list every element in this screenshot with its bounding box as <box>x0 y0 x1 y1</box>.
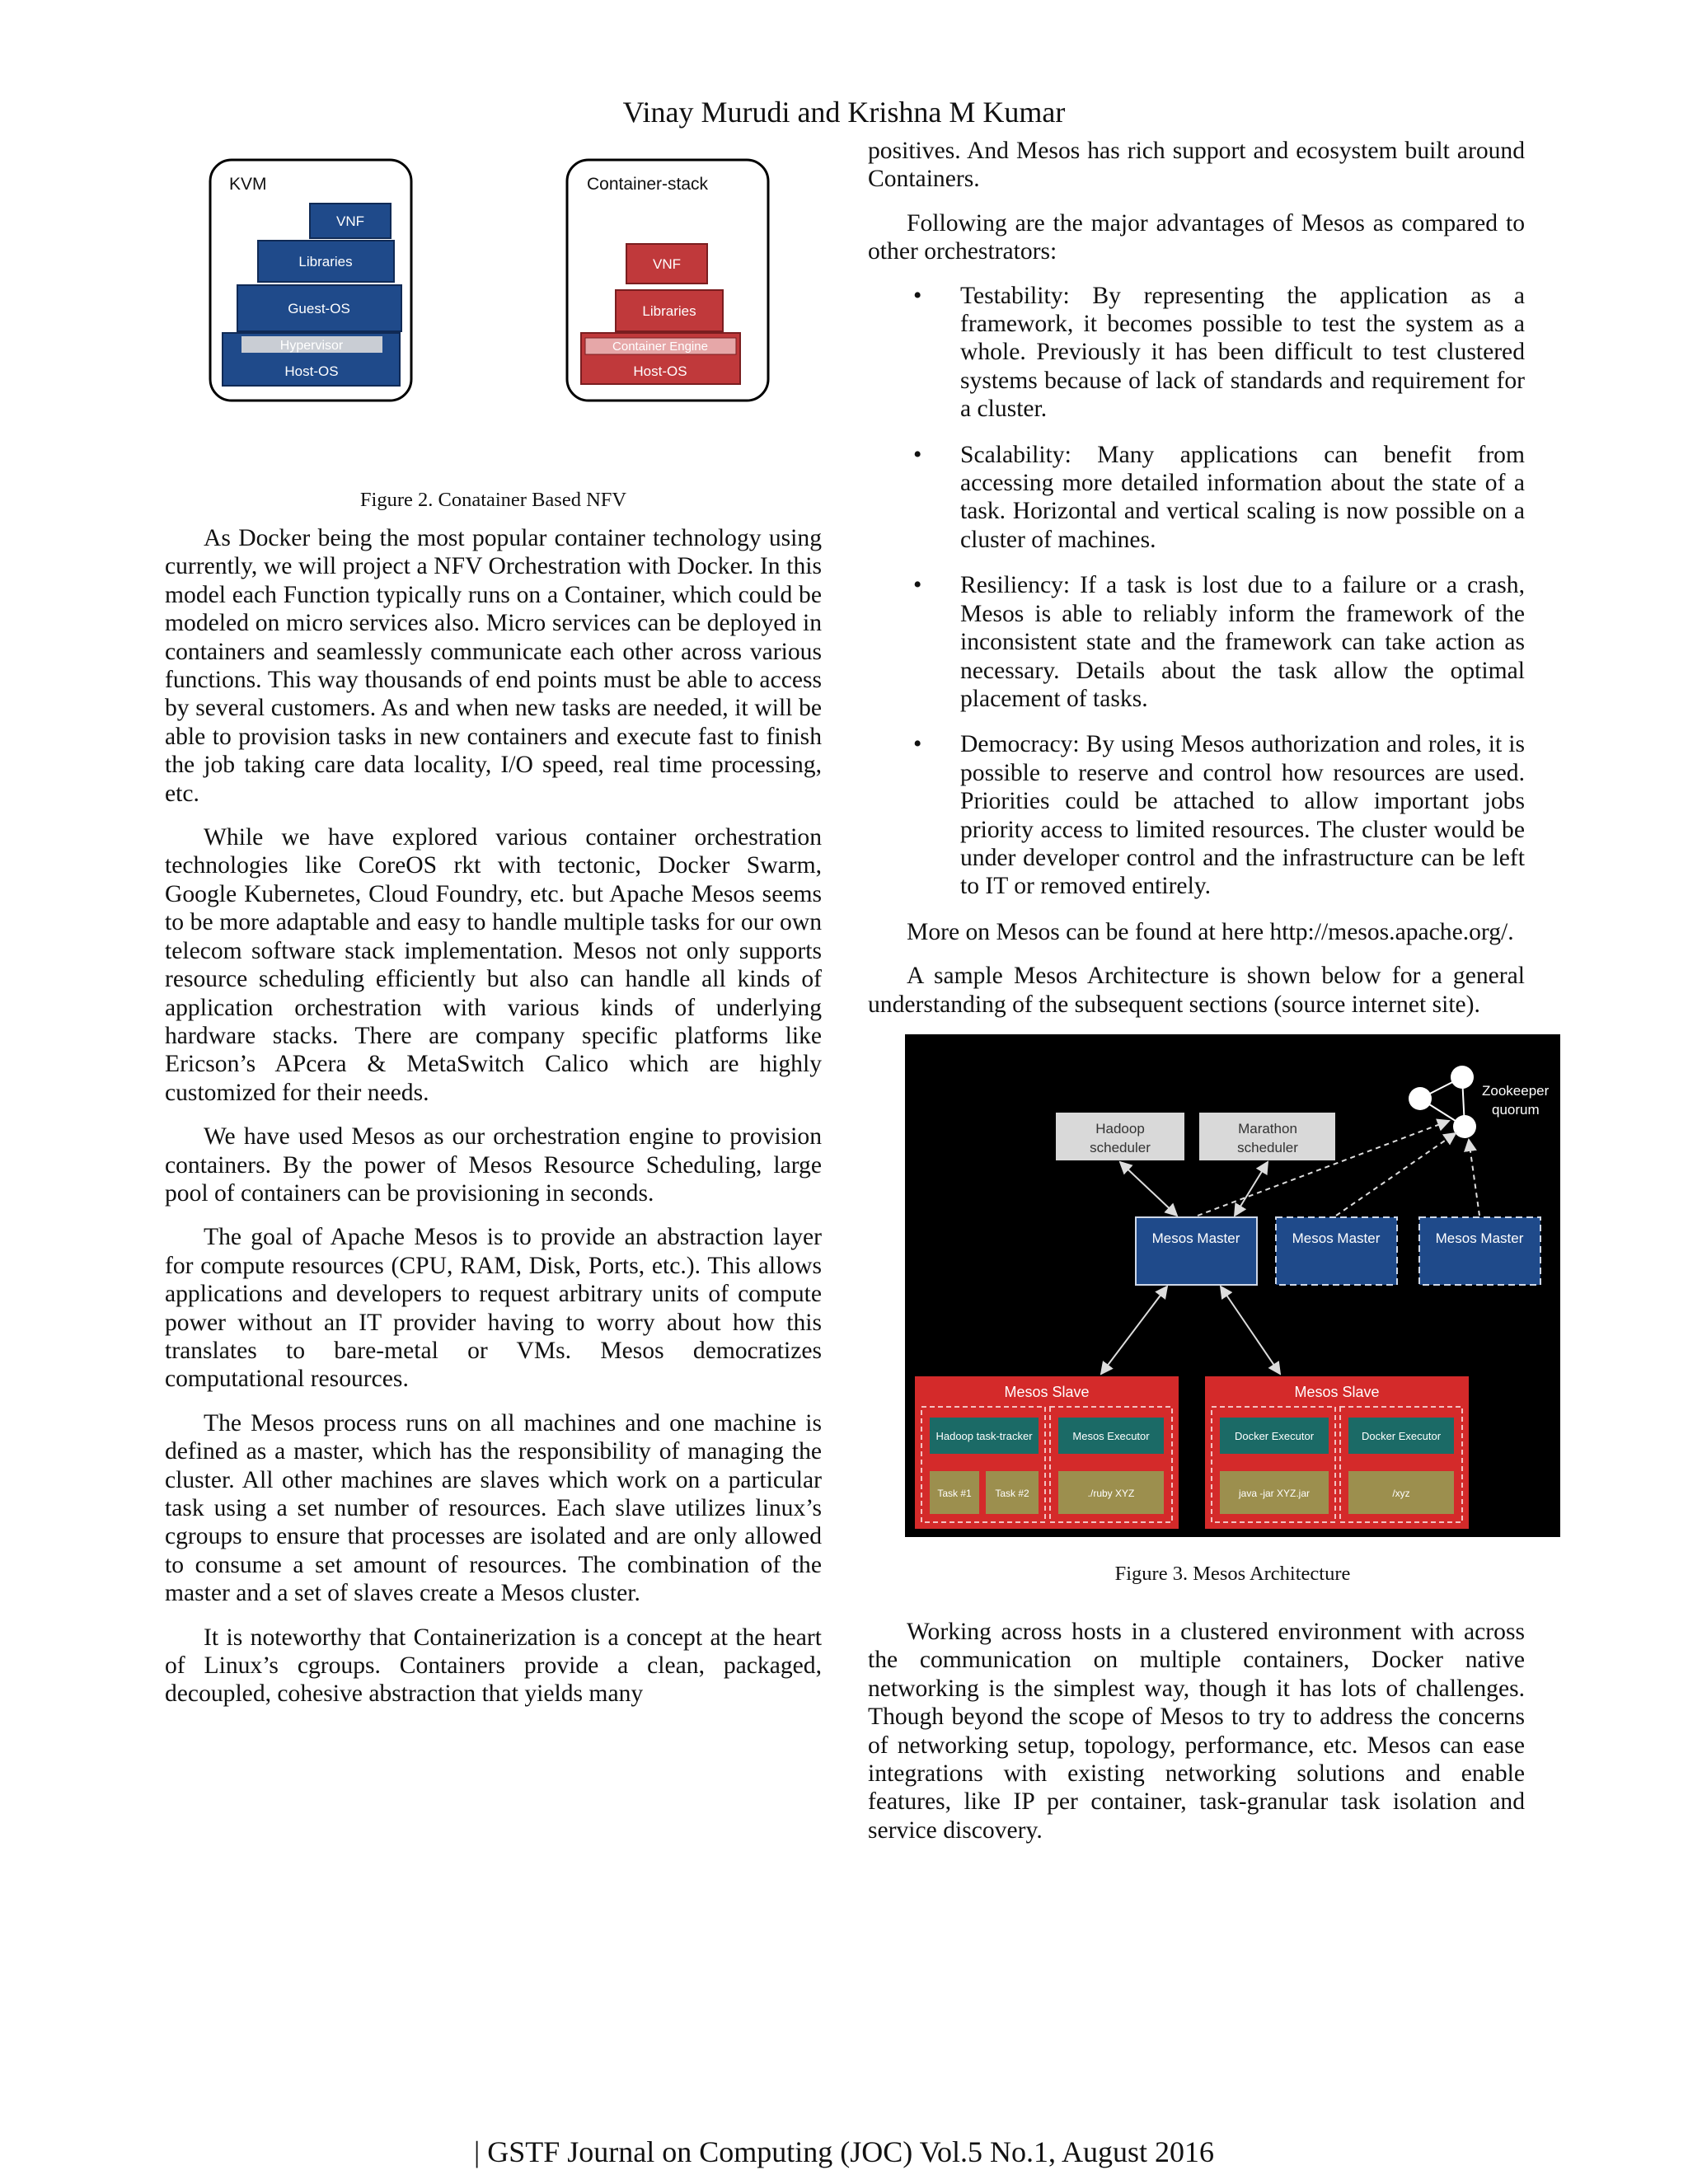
executor-label: Mesos Executor <box>1072 1429 1150 1442</box>
zookeeper-node <box>1409 1087 1432 1110</box>
paragraph: The Mesos process runs on all machines and one machine is defined as a master, which has the responsibility of managing the cluster. All other machines are slaves which work on a particular task using a set number of resources. Each slave utilizes linux’s cgroups to ensure that processes are isolated and are only allowed to consume a set amount of resources. The combination of the master and a set of slaves create a Mesos cluster. <box>165 1409 822 1607</box>
container-layer-libraries-label: Libraries <box>642 303 696 319</box>
task-label: Task #1 <box>937 1487 972 1499</box>
container-layer-vnf-label: VNF <box>653 256 681 272</box>
figure-3-caption: Figure 3. Mesos Architecture <box>1114 1562 1351 1585</box>
figure-2 <box>165 137 822 511</box>
task-label: Task #2 <box>995 1487 1029 1499</box>
kvm-layer-guest-os-label: Guest-OS <box>288 301 350 316</box>
task-label: java -jar XYZ.jar <box>1238 1487 1311 1499</box>
kvm-title: KVM <box>229 175 267 194</box>
running-head: Vinay Murudi and Krishna M Kumar <box>622 96 1066 129</box>
mesos-master-leader <box>1136 1217 1257 1285</box>
container-layer-host-os-label: Host-OS <box>633 363 687 379</box>
list-item-text: Testability: By representing the application as a framework, it becomes possible to test the system as a whole. Previously it has been difficult to test clustered systems because of lack of standards and requirement for a cluster. <box>960 282 1525 423</box>
list-item <box>868 730 1525 900</box>
left-column <box>165 137 822 1724</box>
container-stack-title: Container-stack <box>587 175 709 194</box>
zookeeper-node <box>1453 1115 1476 1138</box>
advantages-list <box>868 282 1525 901</box>
paragraph: Following are the major advantages of Mesos as compared to other orchestrators: <box>868 209 1525 265</box>
paragraph: A sample Mesos Architecture is shown below for a general understanding of the subsequent sections (source internet site). <box>868 963 1525 1018</box>
paragraph: As Docker being the most popular container technology using currently, we will project a NFV Orchestration with Docker. In this model each Function typically runs on a Container, which could be modeled on micro services also. Micro services can be deployed in containers and seamlessly communicate each other across various functions. This way thousands of end points must be able to access by several customers. As and when new tasks are needed, it will be able to provision tasks in new containers and execute fast to finish the job taking care data locality, I/O speed, real time processing, etc. <box>165 525 822 807</box>
paragraph: Working across hosts in a clustered environment with across the communication on multiple containers, Docker native networking is the simplest way, though it has lots of challenges. Though beyond the scope of Mesos to try to address the concerns of networking setup, topology, performance, etc. Mesos can ease integrations with existing networking solutions and enable features, like IP per container, task-granular task isolation and service discovery. <box>868 1618 1525 1844</box>
zookeeper-label: Zookeeper <box>1482 1082 1550 1099</box>
container-layer-engine-label: Container Engine <box>612 340 708 354</box>
paragraph: It is noteworthy that Containerization is a concept at the heart of Linux’s cgroups. Containers provide a clean, packaged, decoupled, cohesive abstraction that yields many <box>165 1624 822 1708</box>
paragraph: The goal of Apache Mesos is to provide an abstraction layer for compute resources (CPU, RAM, Disk, Ports, etc.). This allows applications and developers to request arbitrary units of compute power without an IT provider having to worry about how this translates to bare-metal or VMs. Mesos democratizes computational resources. <box>165 1224 822 1393</box>
bullet-icon: • <box>913 282 922 309</box>
mesos-master-standby <box>1276 1217 1397 1285</box>
figure-2-diagram <box>165 137 822 417</box>
zookeeper-label: quorum <box>1492 1101 1540 1118</box>
hadoop-scheduler-label: scheduler <box>1090 1139 1151 1155</box>
paragraph: More on Mesos can be found at here http://mesos.apache.org/. <box>907 918 1514 945</box>
mesos-slave-title: Mesos Slave <box>1004 1383 1090 1400</box>
mesos-master-label: Mesos Master <box>1292 1230 1381 1246</box>
list-item-text: Resiliency: If a task is lost due to a failure or a crash, Mesos is able to reliably inform the framework of the inconsistent state and the framework can take action as necessary. Details about the task allow the optimal placement of tasks. <box>960 572 1525 712</box>
figure-3-diagram <box>905 1034 1560 1537</box>
mesos-master-standby <box>1419 1217 1540 1285</box>
bullet-icon: • <box>913 731 922 758</box>
paragraph: We have used Mesos as our orchestration engine to provision containers. By the power of Mesos Resource Scheduling, large pool of containers can be provisioning in seconds. <box>165 1123 822 1207</box>
task-label: /xyz <box>1392 1487 1410 1499</box>
mesos-master-label: Mesos Master <box>1151 1230 1240 1246</box>
journal-footer: | GSTF Journal on Computing (JOC) Vol.5 No.1, August 2016 <box>474 2135 1214 2168</box>
kvm-layer-libraries-label: Libraries <box>298 254 353 269</box>
right-column <box>868 137 1550 1860</box>
mesos-slave-title: Mesos Slave <box>1294 1383 1380 1400</box>
list-item <box>868 282 1525 424</box>
marathon-scheduler-label: scheduler <box>1237 1139 1298 1155</box>
hadoop-scheduler-label: Hadoop <box>1095 1120 1145 1137</box>
list-item <box>868 571 1525 713</box>
paragraph: While we have explored various container orchestration technologies like CoreOS rkt with tectonic, Docker Swarm, Google Kubernetes, Cloud Foundry, etc. but Apache Mesos seems to be more adaptable and easy to handle multiple tasks for our own telecom software stack implementation. Mesos not only supports resource scheduling efficiently but also can handle all kinds of application orchestration with various kinds of underlying hardware stacks. There are company specific platforms like Ericson’s APcera & MetaSwitch Calico which are highly customized for their needs. <box>165 824 822 1106</box>
task-label: ./ruby XYZ <box>1087 1487 1135 1499</box>
kvm-layer-hypervisor-label: Hypervisor <box>279 339 344 353</box>
list-item-text: Democracy: By using Mesos authorization and roles, it is possible to reserve and control how resources are used. Priorities could be attached to allow important jobs priority access to limited resources. The cluster would be under developer control and the infrastructure can be left to IT or removed entirely. <box>960 731 1525 900</box>
figure-2-caption: Figure 2. Conatainer Based NFV <box>359 489 627 511</box>
kvm-layer-host-os-label: Host-OS <box>284 363 339 379</box>
mesos-master-label: Mesos Master <box>1435 1230 1524 1246</box>
bullet-icon: • <box>913 572 922 599</box>
list-item-text: Scalability: Many applications can benefit from accessing more detailed information about the state of a task. Horizontal and vertical scaling is now possible on a cluster of machines. <box>960 441 1525 553</box>
kvm-layer-vnf-label: VNF <box>336 213 364 229</box>
marathon-scheduler-label: Marathon <box>1238 1120 1297 1137</box>
figure-3 <box>905 1034 1560 1537</box>
paragraph-continued: positives. And Mesos has rich support and ecosystem built around Containers. <box>868 138 1525 193</box>
executor-label: Docker Executor <box>1234 1429 1315 1442</box>
bullet-icon: • <box>913 441 922 468</box>
executor-label: Docker Executor <box>1361 1429 1442 1442</box>
zookeeper-node <box>1451 1066 1474 1089</box>
executor-label: Hadoop task-tracker <box>935 1429 1033 1442</box>
list-item <box>868 441 1525 555</box>
